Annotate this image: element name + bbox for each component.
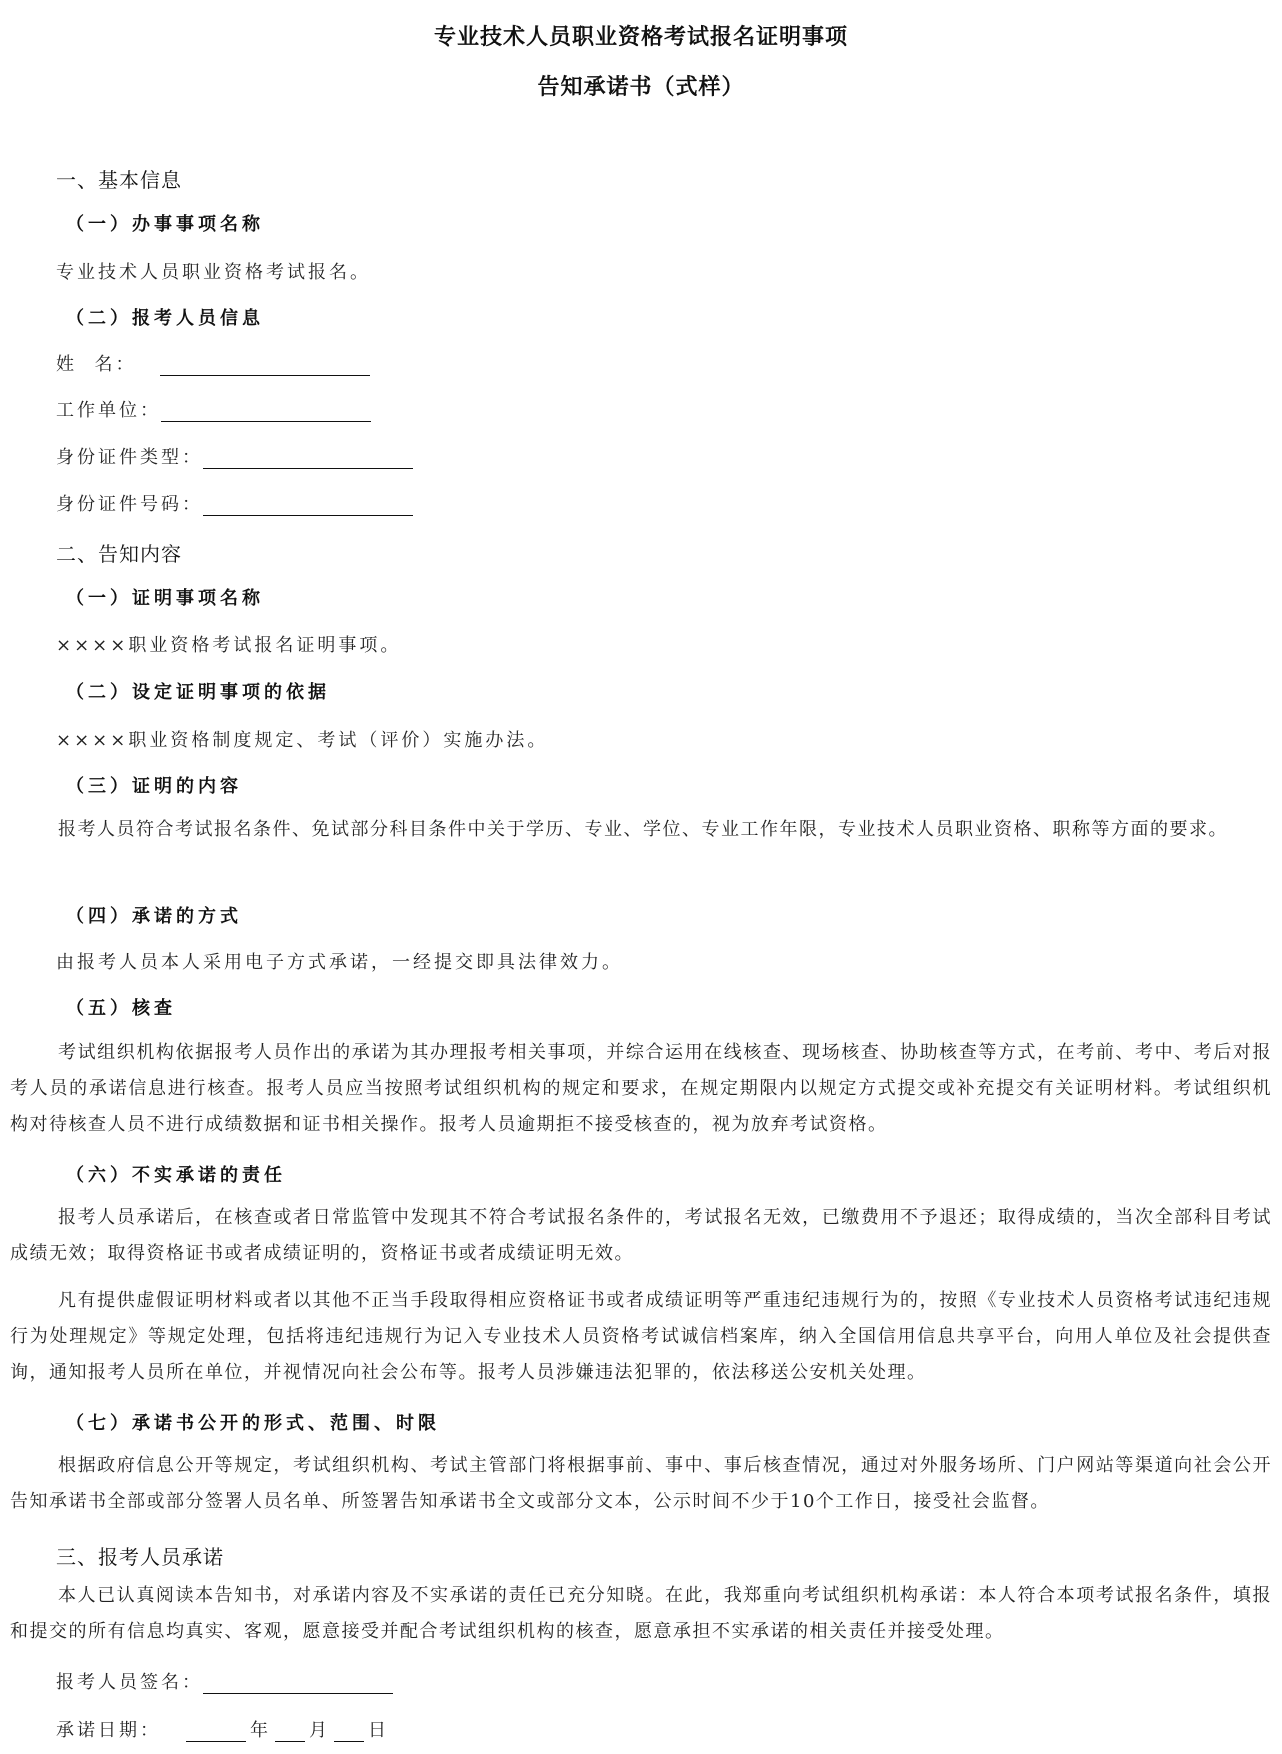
proof-content-paragraph: 报考人员符合考试报名条件、免试部分科目条件中关于学历、专业、学位、专业工作年限，专业技术人员职业资格、职称等方面的要求。 <box>58 819 1228 840</box>
work-unit-label: 工作单位： <box>56 400 161 421</box>
id-type-label: 身份证件类型： <box>56 447 203 468</box>
document-subtitle: 告知承诺书（式样） <box>537 74 745 100</box>
name-field[interactable] <box>56 350 370 376</box>
verification-paragraph: 考试组织机构依据报考人员作出的承诺为其办理报考相关事项，并综合运用在线核查、现场核查、协助核查等方式，在考前、考中、考后对报考人员的承诺信息进行核查。报考人员应当按照考试组织机构的规定和要求，在规定期限内以规定方式提交或补充提交有关证明材料。考试组织机构对待核查人员不进行成绩数据和证书相关操作。报考人员逾期拒不接受核查的，视为放弃考试资格。 <box>10 1042 1272 1135</box>
day-blank[interactable] <box>334 1719 364 1742</box>
subheading-proof-name: （一）证明事项名称 <box>66 588 264 609</box>
signature-field[interactable] <box>56 1668 393 1694</box>
year-label: 年 <box>250 1720 271 1741</box>
subheading-verification: （五）核查 <box>66 998 176 1019</box>
id-number-field[interactable] <box>56 490 413 516</box>
signature-blank[interactable] <box>203 1671 393 1694</box>
section-heading-basic-info: 一、基本信息 <box>56 168 182 192</box>
item-name-text: 专业技术人员职业资格考试报名。 <box>56 262 371 283</box>
month-blank[interactable] <box>275 1719 305 1742</box>
id-number-label: 身份证件号码： <box>56 494 203 515</box>
year-blank[interactable] <box>186 1719 246 1742</box>
basis-text: ××××职业资格制度规定、考试（评价）实施办法。 <box>56 730 549 751</box>
day-label: 日 <box>368 1720 389 1741</box>
false-commitment-paragraph-1: 报考人员承诺后，在核查或者日常监管中发现其不符合考试报名条件的，考试报名无效，已缴费用不予退还；取得成绩的，当次全部科目考试成绩无效；取得资格证书或者成绩证明的，资格证书或者成绩证明无效。 <box>10 1207 1272 1264</box>
false-commitment-paragraph-2: 凡有提供虚假证明材料或者以其他不正当手段取得相应资格证书或者成绩证明等严重违纪违规行为的，按照《专业技术人员资格考试违纪违规行为处理规定》等规定处理，包括将违纪违规行为记入专业技术人员资格考试诚信档案库，纳入全国信用信息共享平台，向用人单位及社会提供查询，通知报考人员所在单位，并视情况向社会公布等。报考人员涉嫌违法犯罪的，依法移送公安机关处理。 <box>10 1290 1272 1383</box>
subheading-applicant-info: （二）报考人员信息 <box>66 308 264 329</box>
applicant-commitment-paragraph: 本人已认真阅读本告知书，对承诺内容及不实承诺的责任已充分知晓。在此，我郑重向考试组织机构承诺：本人符合本项考试报名条件，填报和提交的所有信息均真实、客观，愿意接受并配合考试组织机构的核查，愿意承担不实承诺的相关责任并接受处理。 <box>10 1585 1272 1642</box>
subheading-item-name: （一）办事事项名称 <box>66 214 264 235</box>
proof-name-text: ××××职业资格考试报名证明事项。 <box>56 635 402 656</box>
disclosure-paragraph: 根据政府信息公开等规定，考试组织机构、考试主管部门将根据事前、事中、事后核查情况，通过对外服务场所、门户网站等渠道向社会公开告知承诺书全部或部分签署人员名单、所签署告知承诺书全文或部分文本，公示时间不少于10个工作日，接受社会监督。 <box>10 1455 1272 1512</box>
section-heading-applicant-commitment: 三、报考人员承诺 <box>56 1545 224 1569</box>
subheading-false-commitment: （六）不实承诺的责任 <box>66 1165 286 1186</box>
subheading-proof-content: （三）证明的内容 <box>66 776 242 797</box>
work-unit-field[interactable] <box>56 396 371 422</box>
name-blank[interactable] <box>160 353 370 376</box>
id-type-field[interactable] <box>56 443 413 469</box>
work-unit-blank[interactable] <box>161 399 371 422</box>
subheading-commitment-method: （四）承诺的方式 <box>66 906 242 927</box>
date-label: 承诺日期： <box>56 1720 161 1741</box>
document-title: 专业技术人员职业资格考试报名证明事项 <box>433 24 848 50</box>
name-label: 姓 名： <box>56 354 137 375</box>
date-field[interactable] <box>56 1716 393 1742</box>
subheading-disclosure: （七）承诺书公开的形式、范围、时限 <box>66 1413 440 1434</box>
id-number-blank[interactable] <box>203 493 413 516</box>
signature-label: 报考人员签名： <box>56 1672 203 1693</box>
month-label: 月 <box>309 1720 330 1741</box>
id-type-blank[interactable] <box>203 446 413 469</box>
subheading-basis: （二）设定证明事项的依据 <box>66 682 330 703</box>
section-heading-notice: 二、告知内容 <box>56 542 182 566</box>
commitment-method-text: 由报考人员本人采用电子方式承诺，一经提交即具法律效力。 <box>56 952 623 973</box>
